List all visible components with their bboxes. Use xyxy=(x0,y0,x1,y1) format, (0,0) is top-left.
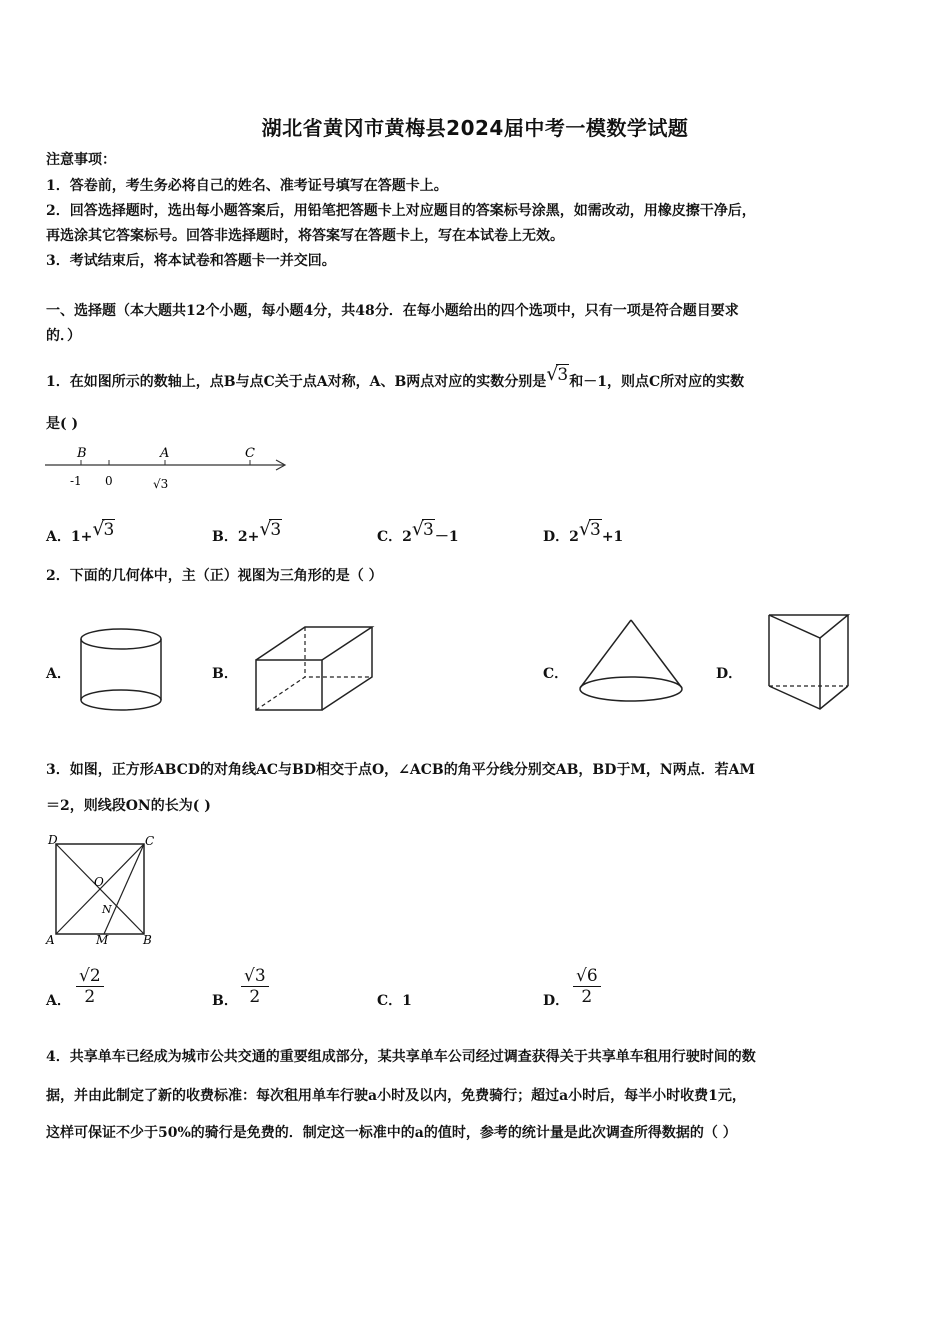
option-label: C．2 xyxy=(377,529,412,545)
denominator: 2 xyxy=(581,987,593,1007)
sqrt-expression: √3 xyxy=(578,518,601,540)
notice-item: 1．答卷前，考生务必将自己的姓名、准考证号填写在答题卡上。 xyxy=(46,178,448,194)
fraction xyxy=(241,966,269,1007)
sqrt-expression: √3 xyxy=(411,518,434,540)
radicand: 2 xyxy=(89,966,101,986)
point-label-a: A xyxy=(160,446,170,461)
option-suffix: －1 xyxy=(434,529,459,545)
vertex-label-a: A xyxy=(46,933,55,947)
numerator: √3 xyxy=(241,966,269,987)
q1-text-a: 1．在如图所示的数轴上，点B与点C关于点A对称，A、B两点对应的实数分别是 xyxy=(46,374,547,390)
question-4-text: 4．共享单车已经成为城市公共交通的重要组成部分，某共享单车公司经过调查获得关于共享单车租用行驶时间的数 xyxy=(46,1049,756,1065)
cone-figure xyxy=(575,615,690,710)
sqrt-expression: √3 xyxy=(259,518,282,540)
vertex-label-b: B xyxy=(143,933,152,947)
point-label-c: C xyxy=(245,446,255,461)
triangular-prism-figure xyxy=(763,610,858,715)
denominator: 2 xyxy=(84,987,96,1007)
q2-option-a[interactable]: A． xyxy=(46,666,71,682)
fraction xyxy=(573,966,601,1007)
sqrt-expression: √3 xyxy=(546,363,569,385)
fraction xyxy=(76,966,104,1007)
point-label-n: N xyxy=(102,903,112,916)
option-suffix: +1 xyxy=(601,529,624,545)
numerator: √2 xyxy=(76,966,104,987)
option-label: D．2 xyxy=(543,529,579,545)
q2-option-c[interactable]: C． xyxy=(543,666,569,682)
page-title: 湖北省黄冈市黄梅县2024届中考一模数学试题 xyxy=(261,116,689,140)
section-heading: 一、选择题（本大题共12个小题，每小题4分，共48分．在每小题给出的四个选项中，只有一项是符合题目要求 xyxy=(46,303,739,319)
q1-option-c[interactable] xyxy=(377,518,459,546)
q1-text-b: 和－1，则点C所对应的实数 xyxy=(569,374,745,390)
cylinder-figure xyxy=(78,625,168,715)
question-1-text-cont: 是( ) xyxy=(46,416,79,432)
q3-option-b[interactable]: B． xyxy=(212,993,238,1009)
point-label-b: B xyxy=(77,446,87,461)
question-2-text: 2．下面的几何体中，主（正）视图为三角形的是（ ） xyxy=(46,568,383,584)
numerator: √6 xyxy=(573,966,601,987)
point-label-o: O xyxy=(94,875,104,889)
q1-option-d[interactable] xyxy=(543,518,623,546)
q1-option-b[interactable] xyxy=(212,518,282,546)
question-4-text-cont: 据，并由此制定了新的收费标准：每次租用单车行驶a小时及以内，免费骑行；超过a小时后，每半小时收费1元， xyxy=(46,1088,746,1104)
point-label-m: M xyxy=(96,933,109,947)
radicand: 3 xyxy=(103,520,115,540)
denominator: 2 xyxy=(249,987,261,1007)
radicand: 3 xyxy=(590,520,601,540)
tick-label: 0 xyxy=(105,474,113,488)
q3-option-a[interactable]: A． xyxy=(46,993,71,1009)
radicand: 3 xyxy=(423,520,434,540)
q3-option-d[interactable]: D． xyxy=(543,993,570,1009)
tick-label: √3 xyxy=(153,477,169,491)
section-heading-cont: 的．） xyxy=(46,328,81,344)
notice-heading: 注意事项： xyxy=(46,152,116,168)
vertex-label-c: C xyxy=(145,834,155,848)
radicand: 6 xyxy=(586,966,598,986)
square-figure xyxy=(44,832,164,947)
q2-option-d[interactable]: D． xyxy=(716,666,743,682)
radicand: 3 xyxy=(270,520,282,540)
tick-label: -1 xyxy=(70,474,82,488)
q1-option-a[interactable] xyxy=(46,518,115,546)
cuboid-figure xyxy=(250,622,380,716)
notice-item: 2．回答选择题时，选出每小题答案后，用铅笔把答题卡上对应题目的答案标号涂黑，如需改动，用橡皮擦干净后， xyxy=(46,203,756,219)
notice-item: 3．考试结束后，将本试卷和答题卡一并交回。 xyxy=(46,253,336,269)
option-label: A．1+ xyxy=(46,529,93,545)
number-line-figure xyxy=(40,440,300,496)
radicand: 3 xyxy=(557,365,569,385)
radicand: 3 xyxy=(254,966,266,986)
option-label: B．2+ xyxy=(212,529,260,545)
question-4-text-cont: 这样可保证不少于50%的骑行是免费的．制定这一标准中的a的值时，参考的统计量是此次调查所得数据的（ ） xyxy=(46,1125,737,1141)
q3-option-c[interactable]: C．1 xyxy=(377,993,412,1009)
question-3-text: 3．如图，正方形ABCD的对角线AC与BD相交于点O，∠ACB的角平分线分别交AB，BD于M，N两点．若AM xyxy=(46,762,756,778)
question-3-text-cont: ＝2，则线段ON的长为( ) xyxy=(46,798,211,814)
notice-item: 再选涂其它答案标号。回答非选择题时，将答案写在答题卡上，写在本试卷上无效。 xyxy=(46,228,564,244)
sqrt-expression: √3 xyxy=(92,518,115,540)
vertex-label-d: D xyxy=(48,833,58,847)
q2-option-b[interactable]: B． xyxy=(212,666,238,682)
question-1-text xyxy=(46,364,906,392)
